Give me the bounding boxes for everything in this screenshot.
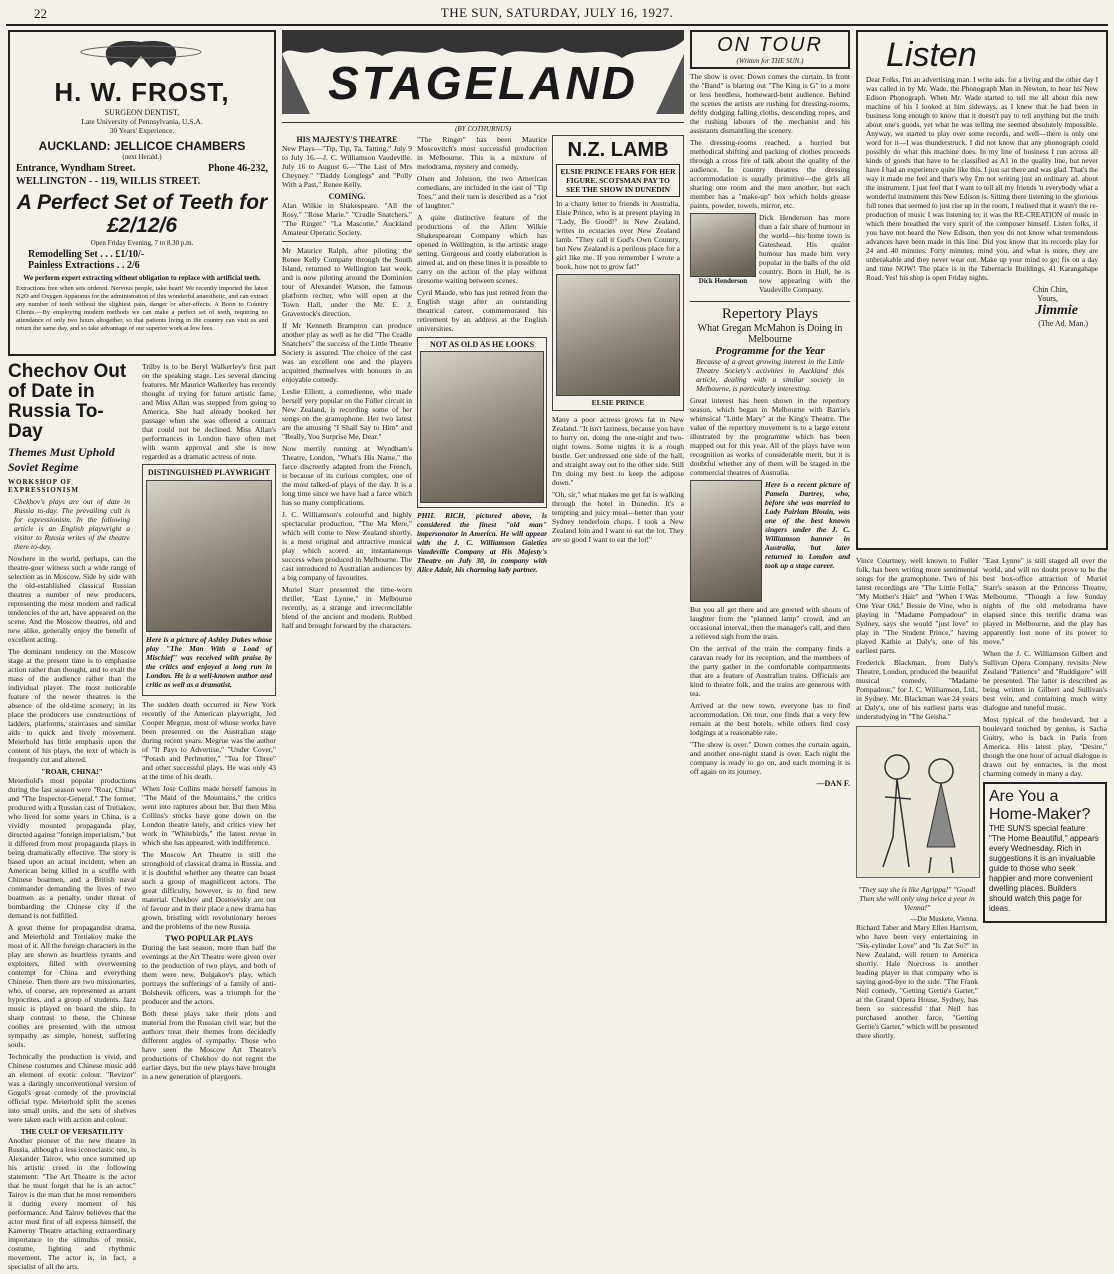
listen-letter: Dear Folks, I'm an advertising man. I write ads. for a living and the other day I was called in by Mr. Wade, the Phonograph Man in Newton, to hear his New Edison Phonograph. When Mr. Wade started to tell me all about this new machine of his I looked at him sideways, as I knew that he had been in business long enough to know that it doesn't pay to tell anything but the truth about one's goods, yet what he was telling me seemed absolutely impossible. Anyway, we started to play over some records, and well—there is only one word for it—I was thunderstruck. I did not know that any phonograph could possibly do what this machine does. In my line of business I run across all kinds of goods that have to be classified as A1 in the quality line, but never have I had an experience quite like this. I just sat there and was glad. That's the way it made me feel and that's why I'm not writing just an ordinary ad. about the instrument. I just feel that I want to tell all my friends 'n everybody what a wonderful instrument this New Edison is. Sitting there listening to the glorious full tones that seemed to just rise up in the room, I realised that it wasn't the re-production of music I was listening to; it was the RE-CREATION of music in which there breathed the very spirit of the composer himself. Listen folks, if you have not heard the New Edison, then you do not know what tremendous advances have been made in this line. Did you know that its records play for 24 and 40 minutes. Forty minutes, mind you, and what is more, they are unbreakable and they never wear out. Make up your mind to go; fix on a day and time NOW! The place is in the Tabernacle Buildings, 41 Karangahape Road. Yes! his shop is open Friday nights. xyxy=(866,75,1098,282)
lower-left-text-2: Frederick Blackman, from Daly's Theatre, London, produced the beautiful musical comedy, "Madame Pompadour," for J. C. Williamson, Ltd., in Sydney. Mr. Blackman was 24 years at Daly's, one of his earliest parts was understudying in "The Geisha." xyxy=(856,658,978,721)
on-tour-sub: (Written for THE SUN.) xyxy=(736,57,804,65)
repertory-intro: Because of a great growing interest in the Little Theatre Society's activities in Auckland this article, dealing with a similar society in Melbourne, is particularly interesting. xyxy=(696,357,844,393)
tour-body-5: On the arrival of the train the company finds a caravan ready for its reception, and the members of the party gather in the comfortable compartments that are a feature of Australian trains. Officials are kind to theatre folk, and the trains are generous with tea. xyxy=(690,644,850,698)
frost-hours: Open Friday Evening, 7 to 8.30 p.m. xyxy=(90,239,194,247)
listen-signature: Jimmie xyxy=(1035,303,1078,318)
nz-lamb-box xyxy=(552,135,684,411)
tour-body-4: But you all get there and are greeted with shouts of laughter from the "planned lamp" crowd, and an occasional interval, then the manager's call, and then a relieved sigh from the train. xyxy=(690,605,850,641)
lower-below-text: Richard Taber and Mary Ellen Harrison, who have been very entertaining in "Six-cylinder Love" and "Is Zat So?" in New Zealand, will return to America shortly. Hale Norcross is another leading player in that company who is saying good-bye to the side. "The Frank Neil comedy, "Getting Gertie's Garter," at the Grand Opera House, Sydney, has been so successful that Neil has purchased another farce, "Getting Gertie's Garter," which will be presented there shortly. xyxy=(856,923,978,1040)
mid-text-3: Leslie Elliott, a comedienne, who made herself very popular on the Fuller circuit in New Zealand, is recording some of her songs on the gramophone. Her two latest are the amusing "I Shall Say to Him" and "Really, You Surprise Me, Dear." xyxy=(282,387,412,441)
pamela-caption: Here is a recent picture of Pamela Dartrey, who, before she was married to Lady Pairlam Blouin, was one of the best known singers under the J. C. Williamson banner in Australia, but later returned to London and took up a stage career. xyxy=(765,480,850,570)
dick-photo-block xyxy=(690,213,756,297)
coming-body: Alan Wilkie in Shakespeare. "All the Rosy." "Rose Marie." "Cradle Snatchers." "The Ringer." "La Mascotte," Auckland Amateur Operatic Society. xyxy=(282,201,412,237)
repertory-body: Great interest has been shown in the repertory season, which began in Melbourne with Barrie's whimsical "Little Mary" at the King's Theatre. The value of the repertory movement is to a large extent illustrated by the programme which has been mapped out for this year. All of the plays have won recognition as works of considerable merit, but it is doubtful whether any of them will be staged in the commercial theatres of Australia. xyxy=(690,396,850,477)
tooth-logo-icon xyxy=(16,36,266,72)
on-tour-box xyxy=(690,30,850,69)
frost-entrance: Entrance, Wyndham Street. xyxy=(16,163,136,174)
mid-text-4: The sudden death occurred in New York recently of the American playwright, Jed Cooper Megrue, most of whose works have been presented on the Australian stage during recent years. Megrue was the author of "It Pays to Advertise," "Under Cover," "Potash and Perlmutter," "Tea for Three" and other successful plays. He was only 43 at the time of his death. xyxy=(142,700,276,781)
phil-rich-photo xyxy=(420,351,544,503)
cartoon-caption: "They say she is like Agrippa!" "Good! Then she will only sing twice a year in Vienna!" xyxy=(858,885,976,912)
repertory-head: Repertory Plays xyxy=(721,306,819,322)
hmt-head: HIS MAJESTY'S THEATRE xyxy=(296,135,398,144)
lower-left-text: Vince Courtney, well known to Fuller folk, has been writing more sentimental songs for the gramophone. Two of his latest recordings are "The Little Fella," "My Mother's Hair" and "When I Was One Year Old." Bessie de Vine, who is playing in "Madame Pompadour" in Sydney, says she would "just love" to play in "The Student Prince," having played Kathie at Daly's, one of his earliest parts. xyxy=(856,556,978,655)
playwright-box xyxy=(142,464,276,696)
left-column xyxy=(8,30,276,1271)
chekhov-body-6: Another pioneer of the new theatre in Russia, although a less iconoclastic one, is Alexander Tairov, who once summed up his artistic creed in the following statement: "The Art Theatre is the actor that he must forget that he is an actor." Tairov is the man that he most remembers it during every moment of his performance. And Tairov believes that the actor must first of all express himself, the Kamerny Theatre attaching extraordinary importance to the stimulus of music, costume, lighting and rhythmic movement. The actor is, in fact, a specialist of all the arts. xyxy=(8,1136,136,1271)
chekhov-headline: Chechov Out of Date in Russia To-Day xyxy=(8,361,127,442)
stageland-banner xyxy=(282,30,684,123)
tour-body-3: Dick Henderson has more than a fair share of humour in the world—his home town is Gateshead. His quaint humour has made him very popular in the halls of the old country. Born in Hull, he is now appearing with the Vaudeville Company. xyxy=(759,213,850,294)
chekhov-section xyxy=(8,362,276,1274)
frost-guarantee: We perform expert extracting without obligation to replace with artificial teeth. xyxy=(23,274,261,282)
frost-title: SURGEON DENTIST, xyxy=(104,108,180,117)
frost-remodelling: Remodelling Set . . . £1/10/- xyxy=(28,249,145,260)
right-column xyxy=(856,30,1108,1252)
playwright-column xyxy=(142,362,276,1274)
tour-signoff: —DAN F. xyxy=(816,779,850,788)
frost-phone: Phone 46-232, xyxy=(208,163,268,174)
stageland-byline: (BY COTHURNUS) xyxy=(455,125,511,133)
listen-signoff-2: Yours, xyxy=(1037,294,1058,303)
coming-head: COMING. xyxy=(328,192,366,201)
divider xyxy=(690,301,850,302)
repertory-kicker: Programme for the Year xyxy=(715,345,825,357)
page-number: 22 xyxy=(34,6,47,21)
stage-c6: Olsen and Johnson, the two American comedians, are included in the cast of "Tip Toes," and their turn is described as a "riot of laughter." xyxy=(417,174,547,210)
listen-sig-role: (The Ad. Man.) xyxy=(1038,319,1088,328)
mid-text-8: Both these plays take their plots and material from the Russian civil war; but the authors treat their themes from decidedly different angles of sympathy. Those who have seen the Moscow Art Theatre's productions of Chekhov do not regret the earlier days, but the new plays have brought in a new generation of playgoers. xyxy=(142,1009,276,1081)
repertory-sub: What Gregan McMahon is Doing in Melbourne xyxy=(697,323,843,345)
chekhov-kicker: WORKSHOP OF EXPRESSIONISM xyxy=(8,478,79,494)
stage-c4: Muriel Starr presented the time-worn thriller, "East Lynne," in Melbourne recently, as a strange and irreconcilable blend of the ancient and modern. Robbed half and brought forward by the characters. xyxy=(282,585,412,630)
two-plays-head: TWO POPULAR PLAYS xyxy=(165,934,253,943)
stageland-logo: STAGELAND xyxy=(328,57,638,109)
on-tour-title: ON TOUR xyxy=(717,34,823,56)
frost-wellington: WELLINGTON - - 119, WILLIS STREET. xyxy=(16,176,201,187)
divider xyxy=(282,241,412,242)
hmt-body: New Plays—"Tip, Tip, Ta, Tatting." July 9 to July 16.—J. C. Williamson Vaudeville. July 16 to August 6.—"The Last of Mrs Cheyney." "Daddy Longlegs" and "Polly With a Past," Renee Kelly. xyxy=(282,144,412,189)
lower-right-col-b xyxy=(983,556,1107,1043)
chekhov-body-1: Nowhere in the world, perhaps, can the theatre-goer witness such a wide range of selection as in Moscow. Side by side with the old-established classical Russian theatres a number of new producers, representing the most modern and radical tendencies of the art, have appeared on the scene. And the Moscow theatres, old and new alike, generally enjoy the benefit of excellent acting. xyxy=(8,554,136,644)
chekhov-article xyxy=(8,362,136,1274)
phil-rich-box xyxy=(417,337,547,508)
chekhov-cult-head: THE CULT OF VERSATILITY xyxy=(20,1127,124,1136)
not-as-old-head: NOT AS OLD AS HE LOOKS xyxy=(429,340,535,349)
elsie-prince-caption: ELSIE PRINCE xyxy=(591,398,645,407)
listen-signoff-1: Chin Chin, xyxy=(1032,285,1068,294)
stageland-body xyxy=(282,135,684,633)
tour-body-6: Arrived at the new town, everyone has to find accommodation. On tour, one finds that a very few remain at the best hotels, while others find cosy lodgings at a reasonable rate. xyxy=(690,701,850,737)
stageland-col-a xyxy=(282,135,412,633)
stageland-col-c xyxy=(552,135,684,633)
lower-right-text: "East Lynne" is still staged all over the world, and will no doubt prove to be the best box-office attraction of Muriel Starr's season at the Princess Theatre, Melbourne. "Though a few Sunday nights of the old melodrama have elapsed since this terrific drama was played in Melbourne, and the play has apparently lost none of its power to move." xyxy=(983,556,1107,646)
stage-c8: Cyril Maude, who has just retired from the English stage after an outstanding theatrical career, commemorated his retirement by an address at the English universities. xyxy=(417,288,547,333)
mid-text-6: The Moscow Art Theatre is still the stronghold of classical drama in Russia, and it is doubtful whether any theatre can boast such a group of magnificent actors. The great difficulty, however, is to find new material. Chekhov and Dostoevsky are out of favour and in their place a new drama has grown, bristling with revolutionary heroes and the problems of the new Russia. xyxy=(142,850,276,931)
mid-text-7: During the last season, more than half the evenings at the Art Theatre were given over to the production of two plays, and both of them were new. Bulgakov's play, which portrays the sufferings of a family of anti-Bolshevik officers, was a triumph for the producer and the actors. xyxy=(142,943,276,1006)
pamela-row xyxy=(690,480,850,602)
chekhov-body-4: A great theme for propagandist drama, and Meierhold and Tretiakov make the most of it. All the foreign characters in the play are shown as heartless tyrants and exploiters, filled with overweening contempt for China and everything Chinese. Then there are two missionaries, who, of course, are represented as arrant hypocrites, and a group of students. Jazz music is played on board the ship. In sharp contrast to these, the Chinese coolies are presented with the utmost sympathy as simple, honest, suffering souls. xyxy=(8,923,136,1049)
pamela-dartrey-photo xyxy=(690,480,762,602)
listen-ad xyxy=(856,30,1108,550)
nz-lamb-body-2: Many a poor actress grows fat in New Zealand. "It isn't laziness, because you have to hurry on, doing the one-night and two-night towns. Some nights it is a rough bustle. Get undressed one side of the hall, and straight away out to the other side. Still I'm doing my best to keep the adipose down." xyxy=(552,415,684,487)
chekhov-body-5: Technically the production is vivid, and Chinese costumes and Chinese music add an element of exotic colour. "Revizor" was a daringly unconventional version of Gogol's great comedy of the provincial official type. Meierhold split the scenes into small units, and the sets of shelves were taken each with action and colour. xyxy=(8,1052,136,1124)
homemaker-body: THE SUN'S special feature "The Home Beautiful," appears every Wednesday. Rich in suggestions it is an invaluable guide to those who seek happier and more convenient dwelling places. Builders should watch this page for ideas. xyxy=(989,824,1099,913)
playwright-label: DISTINGUISHED PLAYWRIGHT xyxy=(147,468,271,477)
frost-ad xyxy=(8,30,276,356)
chekhov-roar-head: "ROAR, CHINA!" xyxy=(41,767,103,776)
frost-painless: Painless Extractions . . 2/6 xyxy=(28,260,140,271)
chekhov-intro: Chekhov's plays are out of date in Russia to-day. The prevailing cult is for expressionism. In the following article is an English playwright a visitor to Russia writes of the theatre there to-day. xyxy=(14,497,130,551)
frost-name: H. W. FROST, xyxy=(54,77,230,107)
cartoon-source: —Die Muskete, Vienna. xyxy=(910,915,978,923)
dick-caption: Dick Henderson xyxy=(698,277,748,285)
nz-lamb-body: In a chatty letter to friends in Australia, Elsie Prince, who is at present playing in "Lady, Be Good!" in New Zealand, writes in ecstacies over New Zealand lamb. "They call it God's Own Country, but New Zealand is a perilous place for a girl like me. If you remember I wrote a book, how not to grow fat!" xyxy=(556,199,680,271)
masthead: THE SUN, SATURDAY, JULY 16, 1927. xyxy=(440,5,674,20)
lower-right-text-3: Most typical of the boulevard, but a boulevard touched by genius, is Sacha Guitry, who is back in Paris from America. His latest play, "Desire," though the one hour of actual dialogue is drawn out by entractes, is the most charming comedy in many a day. xyxy=(983,715,1107,778)
page-header xyxy=(6,4,1108,26)
frost-body: Extractions free when sets ordered. Nervous people, take heart! We recently imported the latest N2O and Oxygen Apparatus for the administration of this wonderful anaesthetic, and can extract any number of teeth without the slightest pain, danger or after-effects. A Boon to Country Clients.—By employing modern methods we can make a perfect set of teeth, requiring no attendance of only two hours altogether, so that patients living in the country can visit us and return the same day, and so take advantage of our superior work at low fees. xyxy=(16,285,268,332)
nz-lamb-headline: N.Z. LAMB xyxy=(567,139,669,161)
nz-lamb-body-3: "Oh, sir," what makes me get fat is walking through the hotel in Dunedin. It's a tempting and juicy meal—better than your Sydney tenderloin chops. I took a New Zealand loin and I want to eat the lot. They are so good I want to eat the lot!" xyxy=(552,490,684,544)
dick-row xyxy=(690,213,850,297)
stage-c3: J. C. Williamson's colourful and highly spectacular production, "The Ma Mere," which will come to New Zealand shortly, is a most original and attractive musical play which scored an instantaneous success when produced in Melbourne. The cast introduced to Australian audiences by a big company of favourites. xyxy=(282,510,412,582)
tour-body-1: The show is over. Down comes the curtain. In front the "Band" is blaring out "The King is G" to a more or less heedless, homeward-bent audience. Behind the scenes the artists are rushing for dressing-rooms, deftly dodging falling cloths, descending ropes, and the rushing labours of the mechanist and his assistants dismantling the scenery. xyxy=(690,72,850,135)
mid-text-5: When Jose Collins made herself famous in "The Maid of the Mountains," the critics went into raptures about her. But then Miss Collins's stocks have gone down on the London theatre lately, and critics view her work in "Whitebirds," the latest revue in which she has appeared, with indifference. xyxy=(142,784,276,847)
chekhov-body-2: The dominant tendency on the Moscow stage at the present time is to emphasise action rather than thought, and to exalt the mass of the audience rather than the individual player. The most noticeable feature of the newer theatres is the absence of the old-time scenery; in its place the producers use constructions of ladders, platforms, staircases and similar aids to quick and lively movement. Meierhold has little emphasis upon the content of his plays, the text of which is frequently cut and altered. xyxy=(8,647,136,764)
cartoon-illustration xyxy=(856,726,980,878)
lower-right-text-2: When the J. C. Williamson Gilbert and Sullivan Opera Company revisits New Zealand "Patience" and "Ruddigore" will be presented. The latter is described as being written in Gilbert and Sullivan's best vein, and containing much witty dialogue and tuneful music. xyxy=(983,649,1107,712)
playwright-caption: Here is a picture of Ashley Dukes whose play "The Man With a Load of Mischief" was received with praise by the critics and enjoyed a long run in London. He is a well-known author and critic as well as a dramatist. xyxy=(146,635,272,689)
chekhov-subhead: Themes Must Uphold Soviet Regime xyxy=(8,445,115,474)
frost-credential: Late University of Pennsylvania, U.S.A. xyxy=(81,117,203,126)
chekhov-body-3: Meierhold's most popular productions during the last season were "Roar, China" and "The Inspector-General." The former, produced with a Russian cast of Tretiakov, who lived for some years in China, is a vividly mounted propaganda play, directed against "foreign imperialism," but it differed from most propaganda plays in being dramatically effective. The story is based upon an actual incident, when an American being killed in a scuffle with Chinese boatmen, and a British naval commander demanding the lives of two boatmen as a penalty, under threat of bombarding the Chinese city if the demand is not fulfilled. xyxy=(8,776,136,920)
listen-title: Listen xyxy=(886,36,977,74)
lower-right-col-a xyxy=(856,556,978,1043)
nz-lamb-deck: ELSIE PRINCE FEARS FOR HER FIGURE. SCOTSMAN PAY TO SEE THE SHOW IN DUNEDIN xyxy=(556,164,680,197)
frost-address-row xyxy=(16,163,268,174)
homemaker-ad xyxy=(983,782,1107,923)
stage-c7: A quite distinctive feature of the productions of the Allen Wilkie Shakespearean Company which has opened in Wellington, is the artistic stage setting. Gorgeous and costly elaboration is aimed at, and on these lines it is possible to carry on the action of the play without tiresome waiting between scenes. xyxy=(417,213,547,285)
tour-body-2: The dressing-rooms reached, a hurried but methodical shifting and packing of clothes proceeds through a cross fire of talk about the quality of the audience. In country theatres the dressing accommodation is usually primitive—the girls all sharing one room and the men another, but each member has a "make-up" box which holds grease paints, powder, towels, mirror, etc. xyxy=(690,138,850,210)
on-tour-column xyxy=(690,30,850,1252)
frost-auckland-sub: (next Herald.) xyxy=(122,153,162,161)
playwright-photo xyxy=(146,480,272,632)
stage-c1: Mr Maurice Ralph, after piloting the Renee Kelly Company through the South Island, returned to Wellington last week, and is now piloting around the Dominion tour of Alexander Watson, the famous platform reciter, who will open at the Town Hall, under the Mr. E. J. Gravestock's direction. xyxy=(282,246,412,318)
tour-body-7: "The show is over." Down comes the curtain again, and another one-night stand is over. Each night the company is ready to go on, and each morning it is off again on its journey. xyxy=(690,740,850,776)
mid-text-2: If Mr Kenneth Brampton can produce another play as well as he did "The Cradle Snatchers" the success of the Little Theatre Society is assured. The choice of the cast was an excellent one and the players acquitted themselves with honours in an enjoyable comedy. xyxy=(282,321,412,384)
frost-experience: 30 Years' Experience. xyxy=(109,126,175,135)
homemaker-headline: Are You a Home-Maker? xyxy=(989,788,1091,823)
phil-rich-caption: PHIL RICH, pictured above, is considered the finest "old man" impersonator in America. He will appear with the J. C. Williamson Gaieties Vaudeville Company at His Majesty's Theatre on July 30, in company with Alice Adair, his charming lady partner. xyxy=(417,511,547,574)
stageland-column xyxy=(282,30,684,1252)
frost-auckland: AUCKLAND: JELLICOE CHAMBERS xyxy=(38,139,246,153)
stage-c5: "The Ringer" has been Maurice Moscovitch's most successful production in Melbourne. This is a mixture of melodrama, mystery and comedy. xyxy=(417,135,547,171)
stage-c2: Now merrily running at Wyndham's Theatre, London, "What's His Name," the farce discreetly adapted from the French, is because of its curious complex, one of the most talked-of plays of the day. It is a long time since we have had a farce which has so many complications. xyxy=(282,444,412,507)
frost-headline: A Perfect Set of Teeth for £2/12/6 xyxy=(16,191,268,237)
lower-right xyxy=(856,556,1108,1043)
elsie-prince-photo xyxy=(556,274,680,396)
mid-text-1: Trilby is to be Beryl Walkerley's first part on the speaking stage. Les several dancing features. Mr Maurice Walkerley has recently thought of trying for future artistic fame, and Miss Allan was stepped from going to America. She had already booked her passage when she was offered a contract that could not be declined. Miss Allan's performances in London have often met with warm approval and she is now regarded as a dramatic actress of note. xyxy=(142,362,276,461)
dick-henderson-photo xyxy=(690,213,756,277)
stageland-col-b xyxy=(417,135,547,633)
